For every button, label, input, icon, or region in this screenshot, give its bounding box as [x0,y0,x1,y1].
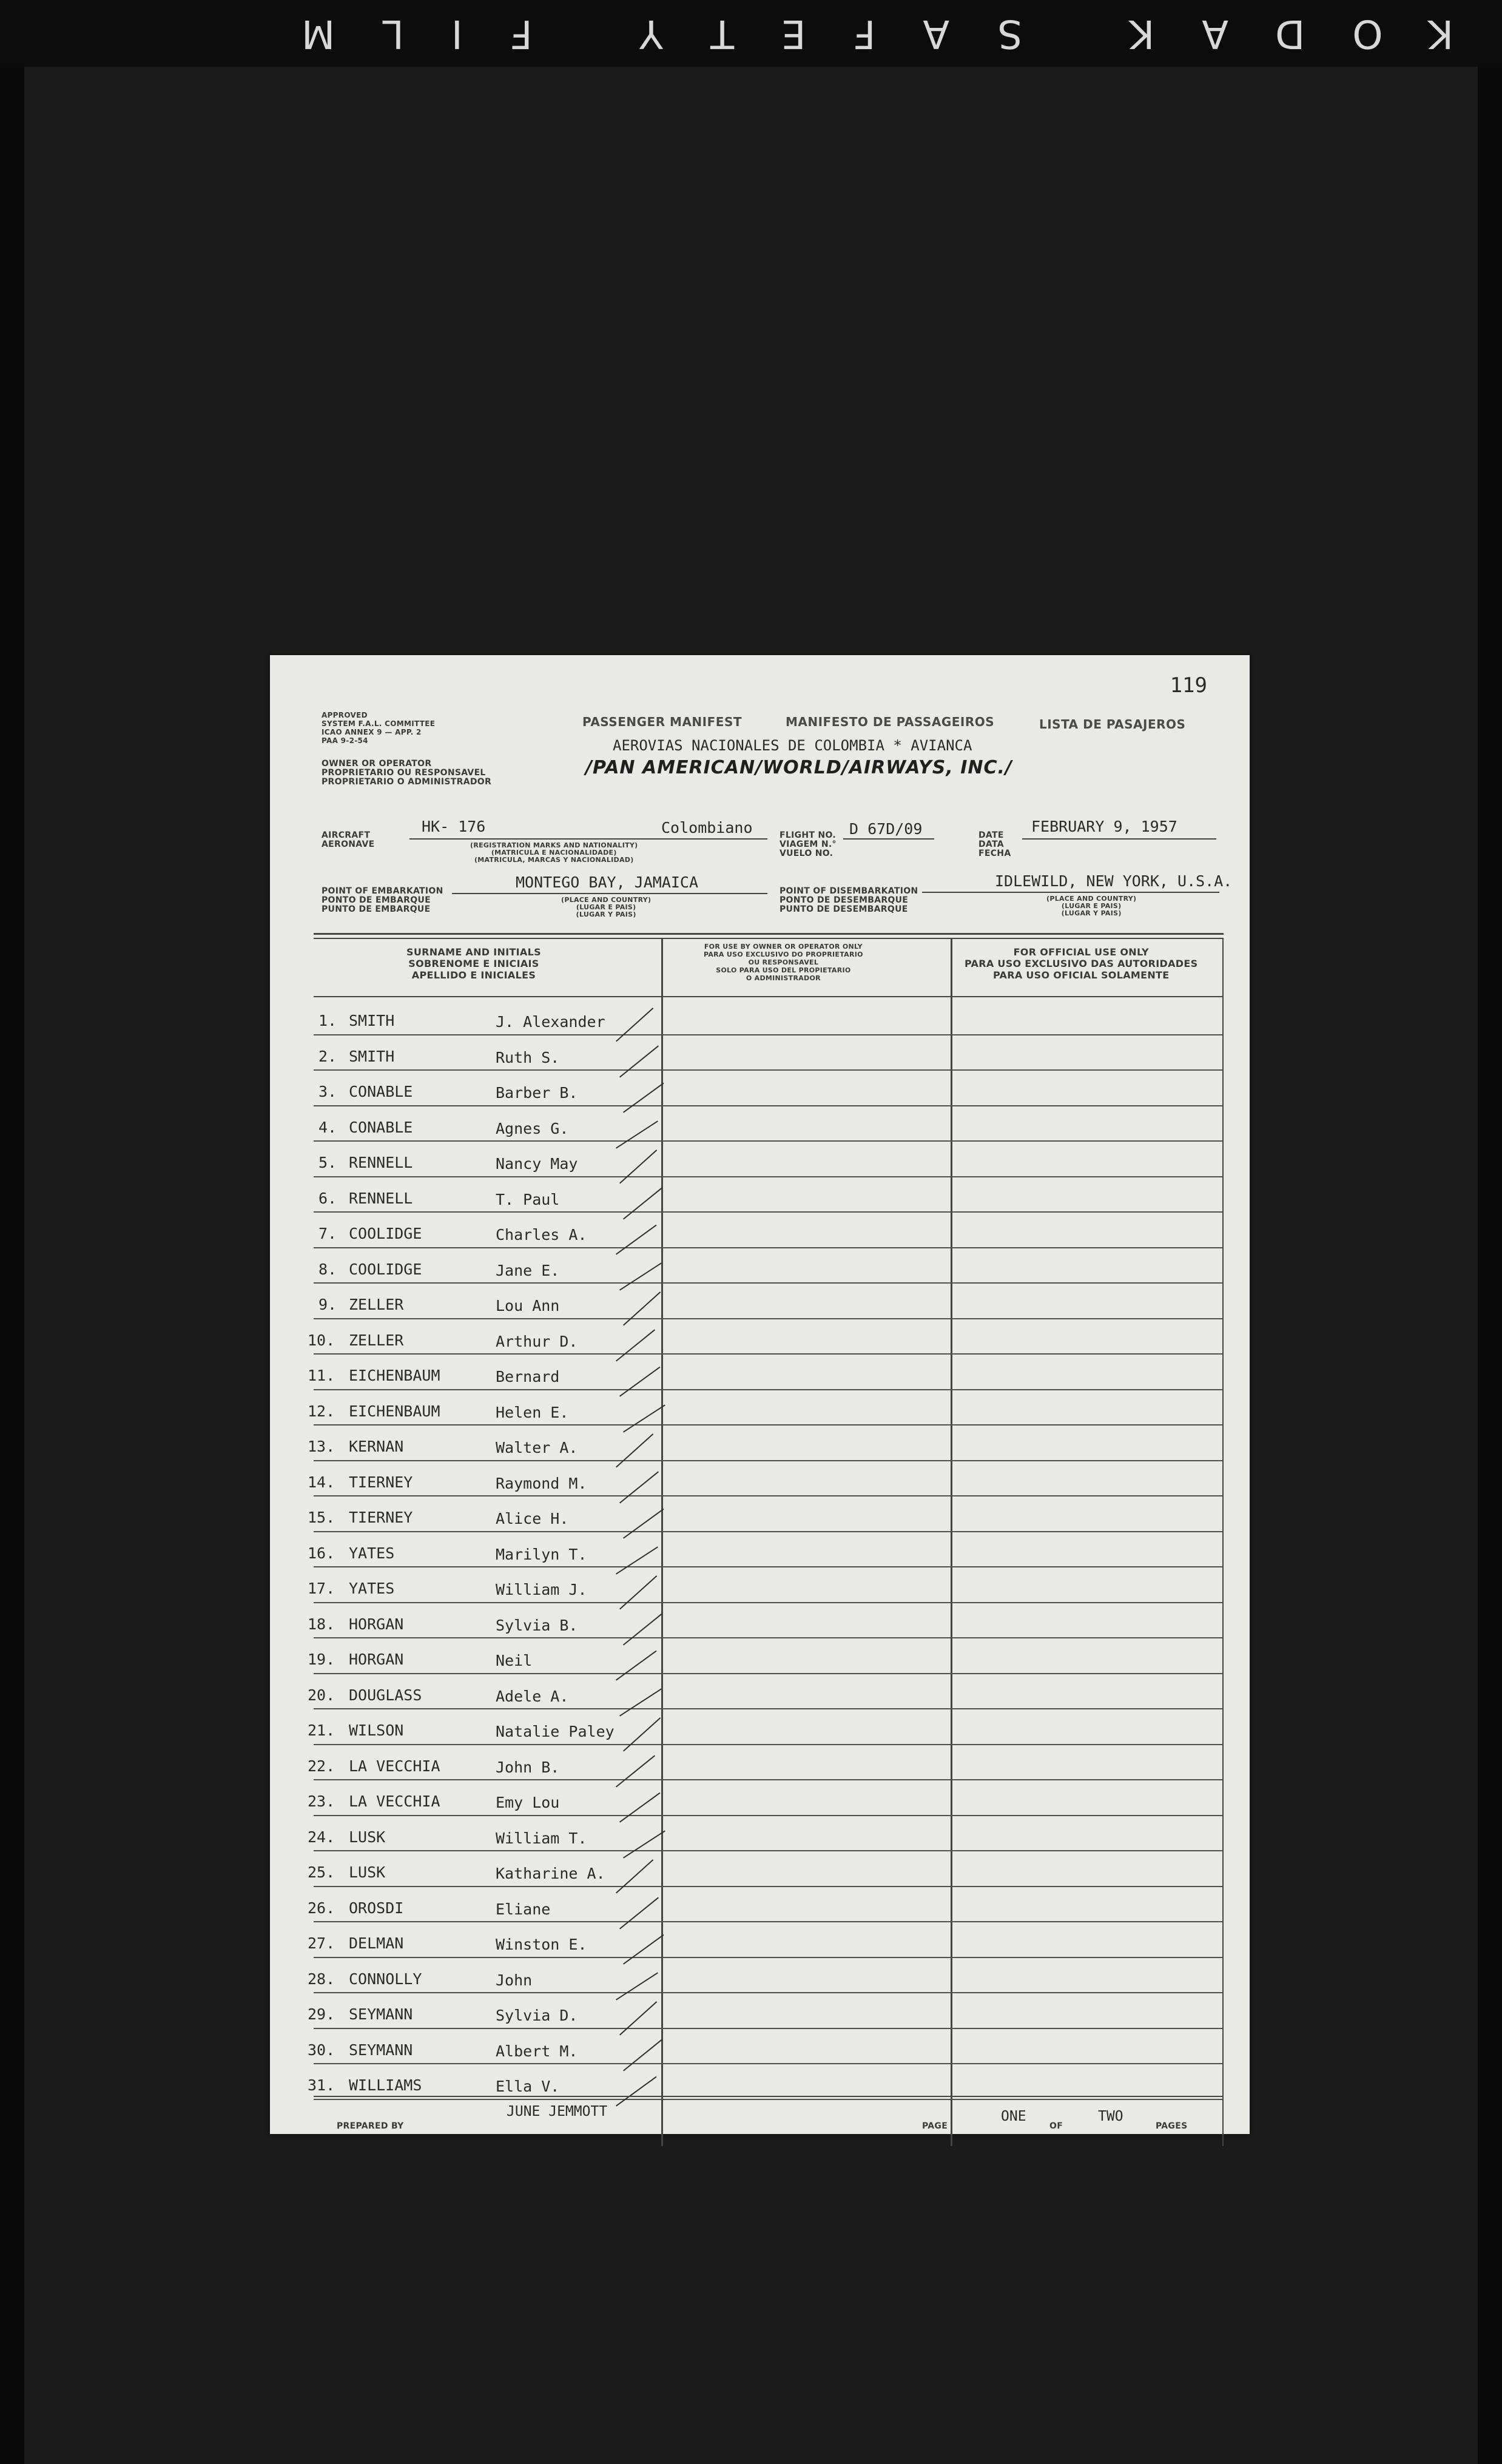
passenger-number: 25. [308,1863,335,1881]
names-header-line: APELLIDO E INICIALES [411,969,536,981]
owner-label-line: OWNER OR OPERATOR [322,759,432,769]
passenger-surname: HORGAN [349,1615,404,1633]
aircraft-sub-line: (REGISTRATION MARKS AND NATIONALITY) [470,841,638,849]
passenger-row [270,1925,1250,1961]
passenger-surname: TIERNEY [349,1509,413,1526]
owner-operator-label [322,759,491,787]
manifest-page [270,655,1250,2134]
page-label: PAGE [922,2121,948,2131]
passenger-surname: CONABLE [349,1118,413,1136]
passenger-row [270,1819,1250,1854]
disembarkation-label [780,887,918,914]
passenger-row [270,1286,1250,1322]
film-border-left [0,67,24,2464]
embarkation-sub-line: (PLACE AND COUNTRY) [561,896,652,904]
row-rule [314,1673,1222,1674]
flight-number: D 67D/09 [849,820,923,838]
date-label [978,831,1011,858]
passenger-surname: RENNELL [349,1189,413,1207]
passenger-number: 6. [318,1189,337,1207]
row-rule [314,2063,1222,2064]
flight-label-line: VUELO NO. [780,849,834,858]
passenger-surname: WILSON [349,1722,404,1739]
embarkation-sublabel [561,897,651,918]
disembarkation-sub-line: (PLACE AND COUNTRY) [1046,895,1137,903]
aircraft-label [322,831,374,849]
disembarkation-label-line: POINT OF DISEMBARKATION [780,886,918,896]
passenger-surname: ZELLER [349,1331,404,1349]
row-rule [314,1921,1222,1922]
passenger-row [270,1464,1250,1500]
title-pt: MANIFESTO DE PASSAGEIROS [786,715,995,729]
passenger-number: 1. [318,1012,337,1029]
of-label: OF [1049,2121,1063,2131]
passenger-surname: SMITH [349,1047,395,1065]
passenger-given-names: Agnes G. [496,1119,569,1137]
disembarkation-rule [922,892,1219,893]
row-rule [314,1495,1222,1496]
disembarkation-sub-line: (LUGAR E PAIS) [1061,902,1122,910]
check-mark [616,1008,653,1042]
passenger-given-names: Helen E. [496,1403,569,1421]
passenger-number: 24. [308,1828,335,1846]
passenger-number: 27. [308,1934,335,1952]
passenger-number: 17. [308,1580,335,1597]
table-top-rule-2 [314,938,1224,939]
passenger-row [270,1002,1250,1038]
passenger-row [270,1073,1250,1109]
names-header-line: SOBRENOME E INICIAIS [408,958,539,969]
passenger-number: 9. [318,1296,337,1313]
passenger-surname: SEYMANN [349,2041,413,2059]
passenger-given-names: Ruth S. [496,1048,560,1066]
flight-label-line: VIAGEM N.° [780,840,837,849]
passenger-row [270,1357,1250,1393]
passenger-row [270,1215,1250,1251]
passenger-number: 19. [308,1651,335,1668]
passenger-number: 18. [308,1615,335,1633]
prepared-by-label: PREPARED BY [337,2121,404,2131]
passenger-given-names: Arthur D. [496,1332,578,1350]
passenger-surname: WILLIAMS [349,2076,422,2094]
passenger-given-names: Neil [496,1652,533,1669]
passenger-given-names: Marilyn T. [496,1545,587,1563]
pages-label: PAGES [1156,2121,1188,2131]
passenger-surname: LA VECCHIA [349,1792,440,1810]
passenger-row [270,1535,1250,1570]
passenger-number: 31. [308,2076,335,2094]
disembarkation-label-line: PUNTO DE DESEMBARQUE [780,904,908,914]
passenger-number: 7. [318,1225,337,1242]
passenger-surname: DOUGLASS [349,1686,422,1704]
check-mark [616,1859,653,1893]
approval-line: SYSTEM F.A.L. COMMITTEE [322,719,436,728]
passenger-surname: TIERNEY [349,1473,413,1491]
passenger-surname: KERNAN [349,1438,404,1455]
passenger-given-names: William T. [496,1829,587,1847]
passenger-row [270,1606,1250,1641]
date-label-line: DATA [978,840,1004,849]
passenger-given-names: Katharine A. [496,1865,605,1882]
official-use-header [965,946,1197,981]
film-edge [0,0,1502,67]
passenger-number: 20. [308,1686,335,1704]
row-rule [314,1637,1222,1638]
row-rule [314,1282,1222,1284]
row-rule [314,1992,1222,1993]
passenger-surname: YATES [349,1544,395,1562]
row-rule [314,1247,1222,1248]
passenger-row [270,1748,1250,1783]
passenger-number: 23. [308,1792,335,1810]
passenger-given-names: Walter A. [496,1439,578,1456]
row-rule [314,1424,1222,1426]
passenger-row [270,1961,1250,1996]
row-rule [314,1069,1222,1071]
passenger-number: 8. [318,1260,337,1278]
passenger-number: 3. [318,1083,337,1100]
passenger-row [270,1890,1250,1925]
passenger-given-names: Nancy May [496,1155,578,1173]
flight-date: FEBRUARY 9, 1957 [1031,818,1177,835]
passenger-row [270,1712,1250,1748]
check-mark [623,1717,661,1751]
passenger-surname: HORGAN [349,1651,404,1668]
passenger-given-names: Ella V. [496,2078,560,2095]
film-border-right [1478,67,1502,2464]
film-edge-text: KODAK SAFETY FILM [254,11,1453,56]
passenger-number: 28. [308,1970,335,1988]
passenger-row [270,1322,1250,1358]
passenger-given-names: Natalie Paley [496,1723,615,1740]
passenger-surname: CONNOLLY [349,1970,422,1988]
passenger-surname: EICHENBAUM [349,1402,440,1420]
passenger-given-names: Raymond M. [496,1474,587,1492]
passenger-row [270,1038,1250,1074]
passenger-given-names: Albert M. [496,2042,578,2060]
passenger-row [270,1251,1250,1287]
passenger-given-names: Charles A. [496,1226,587,1244]
passenger-number: 5. [318,1154,337,1171]
row-rule [314,2028,1222,2029]
row-rule [314,1353,1222,1355]
passenger-given-names: Emy Lou [496,1794,560,1811]
row-rule [314,1744,1222,1745]
embarkation-sub-line: (LUGAR Y PAIS) [576,911,636,918]
row-rule [314,1708,1222,1709]
embarkation-label-line: POINT OF EMBARKATION [322,886,443,896]
passenger-surname: OROSDI [349,1899,404,1917]
passenger-row [270,2031,1250,2067]
passenger-row [270,1393,1250,1429]
check-mark [619,1150,657,1183]
row-rule [314,1779,1222,1780]
disembarkation-sublabel [1046,895,1136,917]
approval-line: PAA 9-2-54 [322,736,368,745]
passenger-row [270,1109,1250,1145]
official-use-line: FOR OFFICIAL USE ONLY [1013,946,1149,958]
row-rule [314,1957,1222,1958]
embarkation-label-line: PUNTO DE EMBARQUE [322,904,431,914]
embarkation-place: MONTEGO BAY, JAMAICA [516,874,699,891]
row-rule [314,1389,1222,1390]
passenger-surname: RENNELL [349,1154,413,1171]
passenger-given-names: Sylvia D. [496,2007,578,2024]
passenger-surname: LUSK [349,1863,386,1881]
passenger-number: 21. [308,1722,335,1739]
passenger-given-names: Alice H. [496,1510,569,1527]
official-use-line: PARA USO EXCLUSIVO DAS AUTORIDADES [965,958,1198,969]
check-mark [616,2076,657,2107]
aircraft-registration: HK- 176 [422,818,486,835]
row-rule [314,1850,1222,1851]
aircraft-nationality: Colombiano [661,819,753,836]
row-rule [314,1566,1222,1567]
passenger-surname: SEYMANN [349,2005,413,2023]
date-rule [1022,838,1216,840]
check-mark [619,1575,657,1609]
operator-use-line: O ADMINISTRADOR [746,974,821,982]
prepared-by-name: JUNE JEMMOTT [507,2104,608,2119]
approval-block [322,711,435,745]
aircraft-sub-line: (MATRICULA E NACIONALIDADE) [491,849,617,857]
page-number: 119 [1170,673,1207,698]
passenger-given-names: William J. [496,1581,587,1598]
row-rule [314,1211,1222,1213]
passenger-given-names: Jane E. [496,1261,560,1279]
passenger-row [270,1854,1250,1890]
passenger-row [270,1499,1250,1535]
aircraft-label-line: AIRCRAFT [322,830,371,840]
passenger-number: 15. [308,1509,335,1526]
official-use-line: PARA USO OFICIAL SOLAMENTE [992,969,1170,981]
passenger-surname: DELMAN [349,1934,404,1952]
owner-label-line: PROPRIETARIO OU RESPONSAVEL [322,768,486,778]
disembarkation-place: IDLEWILD, NEW YORK, U.S.A. [995,872,1233,890]
operator-use-line: OU RESPONSAVEL [748,958,819,966]
operator-use-line: PARA USO EXCLUSIVO DO PROPRIETARIO [704,951,863,958]
row-rule [314,1602,1222,1603]
embarkation-sub-line: (LUGAR E PAIS) [576,903,636,911]
check-mark [616,1433,653,1467]
approval-line: ICAO ANNEX 9 — APP. 2 [322,728,422,736]
passenger-number: 4. [318,1118,337,1136]
title-en: PASSENGER MANIFEST [582,715,742,729]
flight-rule [843,838,934,840]
title-es: LISTA DE PASAJEROS [1039,717,1186,732]
passenger-given-names: Barber B. [496,1084,578,1102]
passenger-number: 16. [308,1544,335,1562]
names-header-line: SURNAME AND INITIALS [406,946,541,958]
passenger-row [270,1428,1250,1464]
passenger-surname: LA VECCHIA [349,1757,440,1775]
passenger-given-names: Winston E. [496,1936,587,1953]
aircraft-sub-line: (MATRICULA, MARCAS Y NACIONALIDAD) [474,856,634,864]
passenger-number: 13. [308,1438,335,1455]
passenger-number: 30. [308,2041,335,2059]
aircraft-rule [409,838,767,840]
flight-label-line: FLIGHT NO. [780,830,836,840]
passenger-number: 14. [308,1473,335,1491]
passenger-given-names: Sylvia B. [496,1616,578,1634]
page-value: ONE [1001,2109,1026,2124]
passenger-given-names: Bernard [496,1368,560,1385]
row-rule [314,1815,1222,1816]
passenger-row [270,1783,1250,1819]
row-rule [314,1140,1222,1142]
passenger-number: 22. [308,1757,335,1775]
flight-label [780,831,837,858]
row-rule [314,1460,1222,1461]
passenger-number: 29. [308,2005,335,2023]
passenger-row [270,1996,1250,2031]
owner-label-line: PROPRIETARIO O ADMINISTRADOR [322,777,492,787]
passenger-row [270,1677,1250,1712]
passenger-given-names: J. Alexander [496,1013,605,1031]
row-rule [314,1176,1222,1177]
passenger-surname: CONABLE [349,1083,413,1100]
check-mark [623,1291,661,1325]
aircraft-sublabel [470,842,638,864]
passenger-surname: COOLIDGE [349,1225,422,1242]
passenger-row [270,1641,1250,1677]
operator-use-header [704,943,863,982]
total-pages-value: TWO [1098,2109,1123,2124]
table-bottom-rule [314,2096,1224,2097]
passenger-number: 2. [318,1047,337,1065]
row-rule [314,1531,1222,1532]
passenger-given-names: Lou Ann [496,1297,560,1314]
row-rule [314,1105,1222,1106]
passenger-given-names: John [496,1971,533,1989]
passenger-given-names: Adele A. [496,1687,569,1705]
passenger-surname: LUSK [349,1828,386,1846]
operator-name: AEROVIAS NACIONALES DE COLOMBIA * AVIANCA [613,737,972,754]
airline-stamp: /PAN AMERICAN/WORLD/AIRWAYS, INC./ [585,757,1012,778]
passenger-number: 26. [308,1899,335,1917]
passenger-surname: SMITH [349,1012,395,1029]
embarkation-label [322,887,443,914]
passenger-number: 12. [308,1402,335,1420]
row-rule [314,1886,1222,1887]
passenger-surname: EICHENBAUM [349,1367,440,1384]
passenger-row [270,1570,1250,1606]
passenger-number: 10. [308,1331,335,1349]
passenger-given-names: John B. [496,1758,560,1776]
passenger-surname: YATES [349,1580,395,1597]
passenger-number: 11. [308,1367,335,1384]
passenger-surname: ZELLER [349,1296,404,1313]
header-bottom-rule [314,996,1224,997]
row-rule [314,1318,1222,1319]
disembarkation-label-line: PONTO DE DESEMBARQUE [780,895,909,905]
check-mark [619,2001,657,2035]
passenger-row [270,1144,1250,1180]
passenger-row [270,1180,1250,1216]
embarkation-label-line: PONTO DE EMBARQUE [322,895,431,905]
passenger-given-names: Eliane [496,1900,551,1918]
table-top-rule [314,933,1224,935]
passenger-given-names: T. Paul [496,1190,560,1208]
passenger-surname: COOLIDGE [349,1260,422,1278]
operator-use-line: SOLO PARA USO DEL PROPIETARIO [716,966,851,974]
row-rule [314,1034,1222,1035]
operator-use-line: FOR USE BY OWNER OR OPERATOR ONLY [704,943,863,951]
date-label-line: DATE [978,830,1004,840]
approval-line: APPROVED [322,711,368,719]
aircraft-label-line: AERONAVE [322,840,375,849]
disembarkation-sub-line: (LUGAR Y PAIS) [1061,909,1122,917]
row-rule [314,2099,1222,2100]
names-column-header [406,946,541,981]
date-label-line: FECHA [978,849,1011,858]
embarkation-rule [452,893,767,894]
